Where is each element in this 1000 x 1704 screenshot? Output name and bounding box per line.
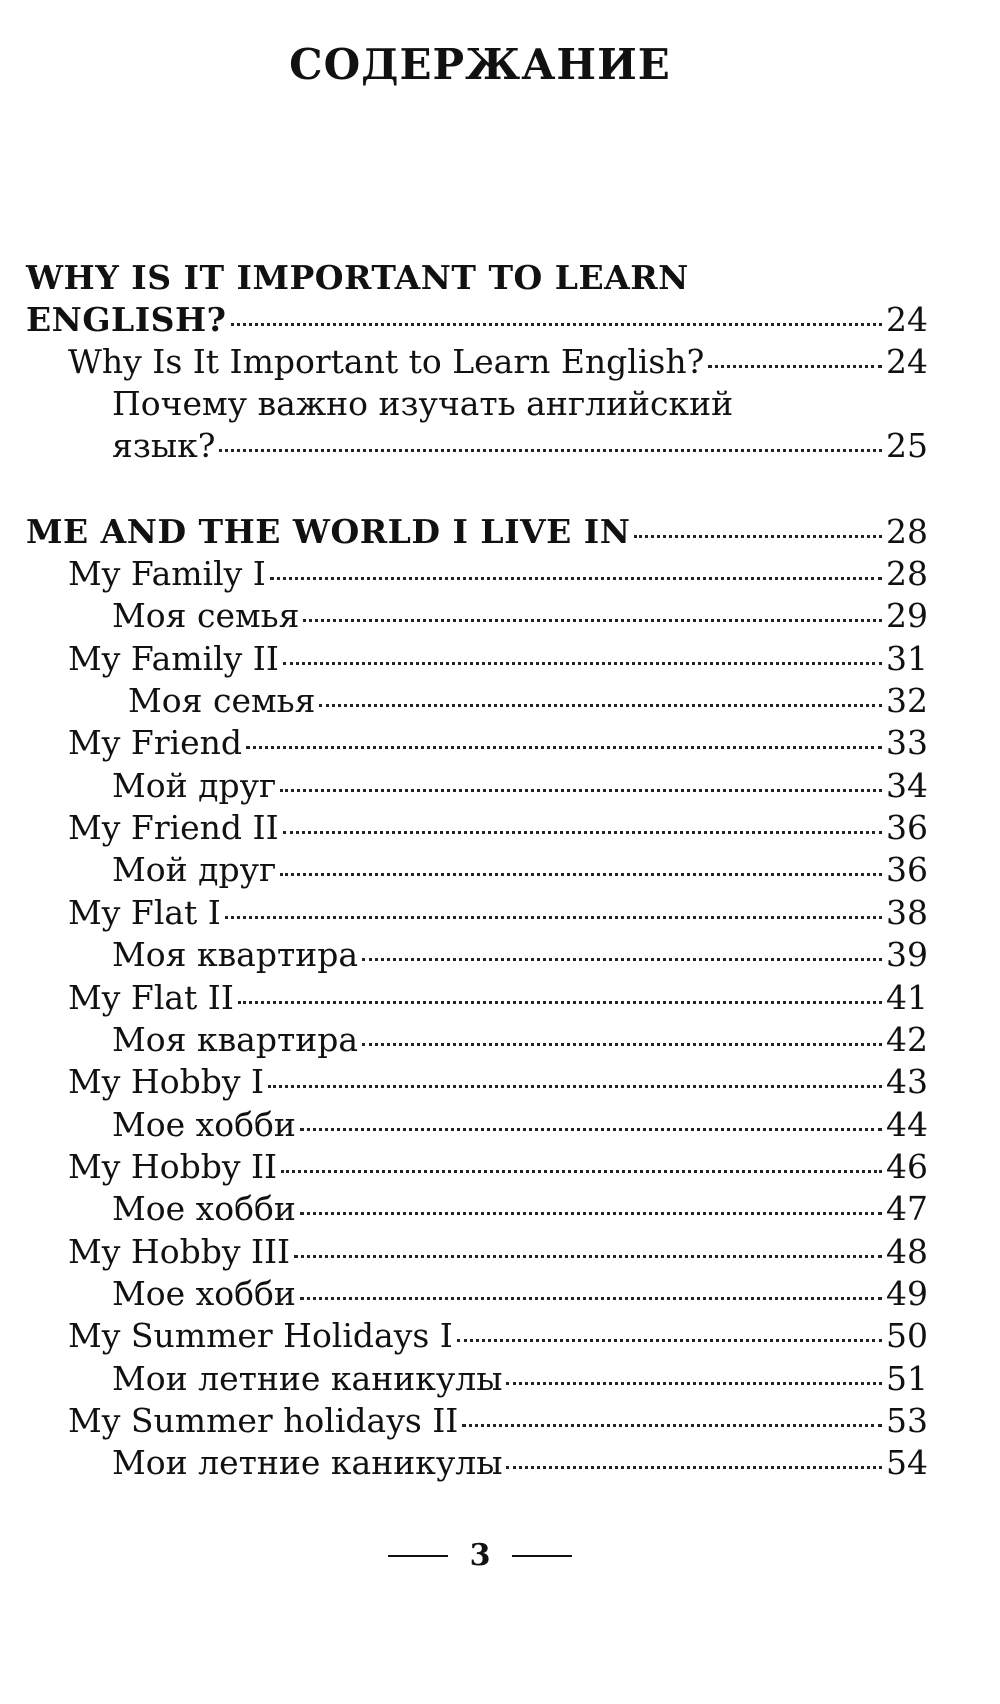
page-number: 24 [886, 300, 928, 339]
footer-rule-left [388, 1555, 448, 1557]
dot-leader [300, 1128, 882, 1131]
dot-leader [319, 704, 882, 707]
entry-label: My Hobby III [68, 1232, 291, 1271]
toc-entry [68, 893, 928, 933]
dot-leader [634, 535, 882, 538]
page-number: 24 [886, 342, 928, 381]
toc-entry [68, 342, 928, 382]
page-number: 29 [886, 596, 928, 635]
toc-entry [68, 978, 928, 1018]
toc-entry [68, 808, 928, 848]
dot-leader [506, 1466, 882, 1469]
entry-label: My Friend [68, 723, 243, 762]
subentry-label-line1: Почему важно изучать английский [112, 384, 734, 423]
toc-entry [68, 1401, 928, 1441]
dot-leader [708, 365, 882, 368]
toc-section-entry [26, 512, 928, 552]
dot-leader [294, 1255, 882, 1258]
page-number: 28 [886, 554, 928, 593]
entry-label: My Flat II [68, 978, 234, 1017]
toc-entry [68, 723, 928, 763]
entry-label: My Hobby II [68, 1147, 278, 1186]
page-number: 42 [886, 1020, 928, 1059]
toc-entry [68, 1147, 928, 1187]
page-number: 33 [886, 723, 928, 762]
toc-subentry [112, 850, 928, 890]
page-number: 31 [886, 639, 928, 678]
toc-subentry [112, 596, 928, 636]
toc-subentry [112, 1274, 928, 1314]
page-number: 28 [886, 512, 928, 551]
entry-label: Мое хобби [112, 1189, 296, 1228]
entry-label: My Family I [68, 554, 266, 593]
dot-leader [268, 1085, 882, 1088]
subentry-label-line2: язык? [112, 426, 216, 465]
section-heading-line2: ENGLISH? [26, 300, 227, 339]
entry-label: My Summer Holidays I [68, 1316, 453, 1355]
page-number: 54 [886, 1443, 928, 1482]
entry-label: Мой друг [112, 766, 277, 805]
dot-leader [219, 449, 882, 452]
toc-subentry [112, 426, 928, 466]
entry-label: Мое хобби [112, 1105, 296, 1144]
toc-subentry [112, 1189, 928, 1229]
footer-rule-right [512, 1555, 572, 1557]
toc-section-entry [26, 300, 928, 340]
entry-label: My Hobby I [68, 1062, 264, 1101]
dot-leader [362, 958, 882, 961]
dot-leader [300, 1212, 882, 1215]
page-number: 38 [886, 893, 928, 932]
entry-label: Моя квартира [112, 935, 359, 974]
page-number: 49 [886, 1274, 928, 1313]
toc-subentry [112, 1105, 928, 1145]
dot-leader [281, 1170, 882, 1173]
toc-subentry [112, 1443, 928, 1483]
page-number: 34 [886, 766, 928, 805]
entry-label: Моя квартира [112, 1020, 359, 1059]
dot-leader [362, 1043, 882, 1046]
page-number: 51 [886, 1359, 928, 1398]
toc-subentry [112, 1020, 928, 1060]
dot-leader [246, 746, 882, 749]
page-number: 46 [886, 1147, 928, 1186]
page-number: 39 [886, 935, 928, 974]
dot-leader [280, 789, 882, 792]
toc-subentry [112, 1359, 928, 1399]
footer-page-number: 3 [469, 1538, 491, 1573]
toc-subentry [128, 681, 928, 721]
page-number: 25 [886, 426, 928, 465]
page-title: СОДЕРЖАНИЕ [289, 40, 671, 89]
dot-leader [280, 873, 882, 876]
entry-label: My Family II [68, 639, 279, 678]
entry-label: My Flat I [68, 893, 221, 932]
page-number: 36 [886, 808, 928, 847]
section-heading-line1: WHY IS IT IMPORTANT TO LEARN [26, 258, 689, 297]
page-number: 44 [886, 1105, 928, 1144]
toc-entry [68, 554, 928, 594]
entry-label: My Summer holidays II [68, 1401, 459, 1440]
entry-label: Моя семья [128, 681, 316, 720]
dot-leader [231, 323, 883, 326]
dot-leader [506, 1382, 882, 1385]
page-number: 43 [886, 1062, 928, 1101]
toc-entry [68, 639, 928, 679]
entry-label: Мои летние каникулы [112, 1443, 503, 1482]
page-footer [0, 1538, 960, 1573]
toc-subentry [112, 935, 928, 975]
dot-leader [462, 1424, 882, 1427]
dot-leader [270, 577, 882, 580]
entry-label: Моя семья [112, 596, 300, 635]
page-number: 47 [886, 1189, 928, 1228]
toc-subentry [112, 766, 928, 806]
dot-leader [457, 1339, 882, 1342]
entry-label: Мои летние каникулы [112, 1359, 503, 1398]
entry-label: Мое хобби [112, 1274, 296, 1313]
toc-entry [68, 1232, 928, 1272]
page-number: 41 [886, 978, 928, 1017]
dot-leader [283, 662, 882, 665]
entry-label: My Friend II [68, 808, 279, 847]
dot-leader [303, 619, 882, 622]
dot-leader [300, 1297, 882, 1300]
dot-leader [238, 1001, 882, 1004]
page-number: 48 [886, 1232, 928, 1271]
dot-leader [283, 831, 882, 834]
entry-label: Why Is It Important to Learn English? [68, 342, 705, 381]
page-number: 36 [886, 850, 928, 889]
toc-entry [68, 1062, 928, 1102]
page-number: 50 [886, 1316, 928, 1355]
page-number: 32 [886, 681, 928, 720]
page-number: 53 [886, 1401, 928, 1440]
toc-entry [68, 1316, 928, 1356]
section-heading: ME AND THE WORLD I LIVE IN [26, 512, 631, 551]
entry-label: Мой друг [112, 850, 277, 889]
dot-leader [225, 916, 882, 919]
